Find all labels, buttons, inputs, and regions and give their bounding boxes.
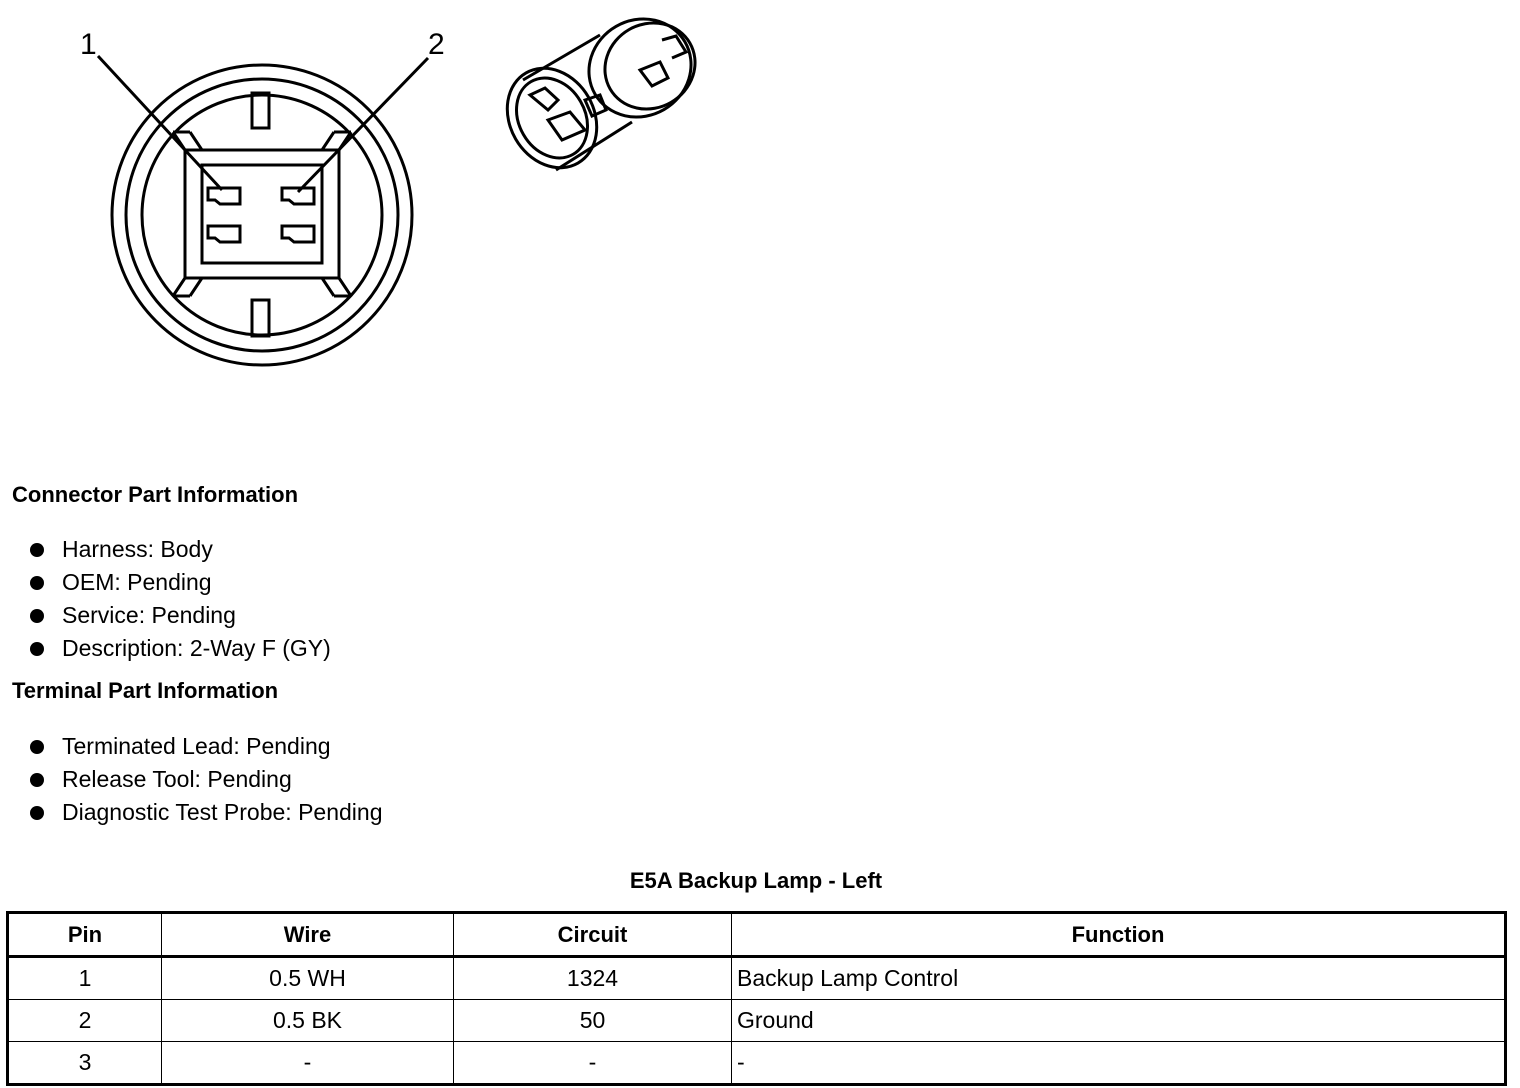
header-circuit: Circuit: [454, 913, 732, 957]
cell-wire: 0.5 WH: [162, 957, 454, 1000]
connector-terminal-housing: [185, 150, 339, 278]
connector-diagram: [0, 0, 720, 380]
list-item: Release Tool: Pending: [28, 763, 383, 796]
terminal-3: [208, 226, 240, 242]
list-item: Harness: Body: [28, 533, 331, 566]
list-item: OEM: Pending: [28, 566, 331, 599]
table-row: [8, 1000, 1506, 1042]
cell-pin: 2: [8, 1000, 162, 1042]
pin-table: [6, 911, 1507, 1086]
table-row: [8, 1042, 1506, 1085]
header-function: Function: [732, 913, 1506, 957]
socket-illustration: [490, 0, 711, 184]
terminal-info-list: [28, 730, 383, 829]
callout-leader-2: [298, 58, 428, 192]
header-wire: Wire: [162, 913, 454, 957]
cell-pin: 1: [8, 957, 162, 1000]
callout-2: 2: [428, 28, 445, 61]
connector-inner-ring: [126, 79, 398, 351]
connector-outer-ring: [112, 65, 412, 365]
terminal-1: [208, 188, 240, 204]
cell-wire: -: [162, 1042, 454, 1085]
cell-function: -: [732, 1042, 1506, 1085]
list-item: Diagnostic Test Probe: Pending: [28, 796, 383, 829]
cell-function: Backup Lamp Control: [732, 957, 1506, 1000]
list-item: Terminated Lead: Pending: [28, 730, 383, 763]
cell-circuit: 50: [454, 1000, 732, 1042]
table-row: [8, 957, 1506, 1000]
cell-wire: 0.5 BK: [162, 1000, 454, 1042]
header-pin: Pin: [8, 913, 162, 957]
cell-pin: 3: [8, 1042, 162, 1085]
callout-1: 1: [80, 28, 97, 61]
key-slot-bottom: [252, 300, 269, 336]
list-item: Description: 2-Way F (GY): [28, 632, 331, 665]
pin-table-title: E5A Backup Lamp - Left: [629, 868, 883, 893]
cell-circuit: 1324: [454, 957, 732, 1000]
terminal-info-title: Terminal Part Information: [12, 678, 279, 703]
key-slot-top: [252, 93, 269, 128]
list-item: Service: Pending: [28, 599, 331, 632]
cell-function: Ground: [732, 1000, 1506, 1042]
terminal-4: [282, 226, 314, 242]
cell-circuit: -: [454, 1042, 732, 1085]
table-header-row: [8, 913, 1506, 957]
connector-info-title: Connector Part Information: [12, 482, 299, 507]
connector-info-list: [28, 533, 331, 665]
